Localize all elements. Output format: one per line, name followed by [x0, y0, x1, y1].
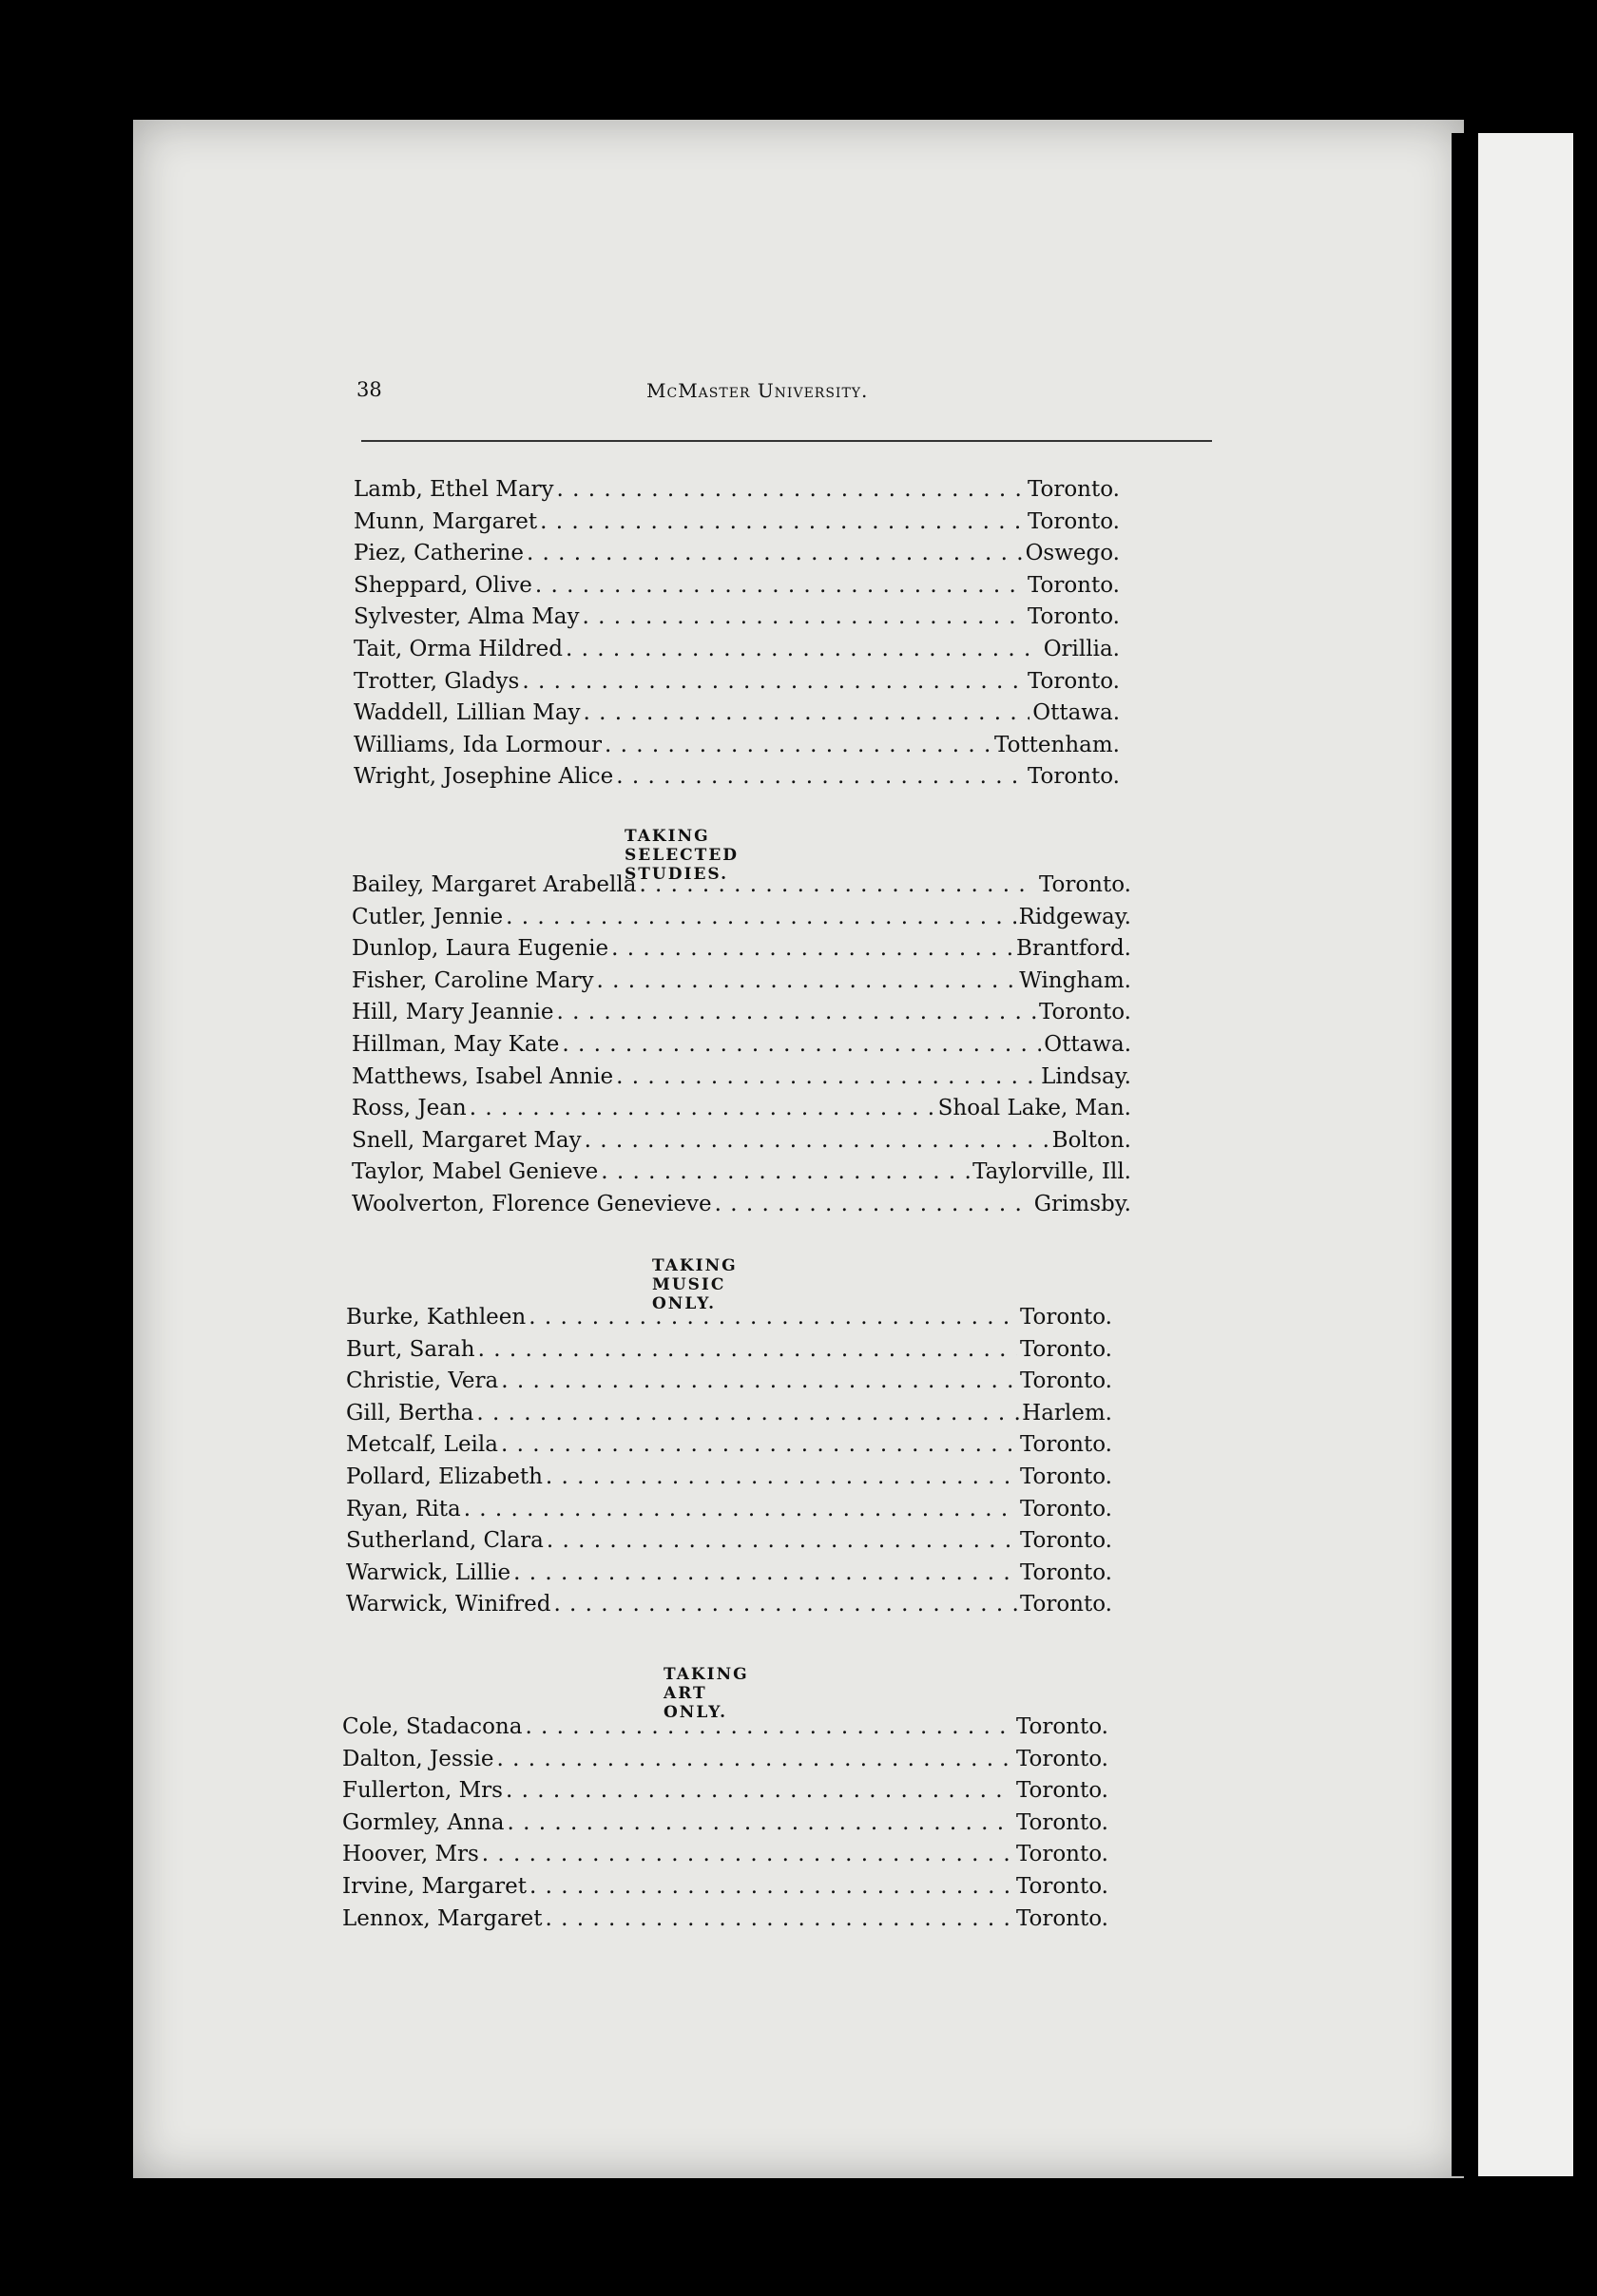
dot-leader [546, 1904, 1013, 1933]
student-hometown: Wingham. [1019, 967, 1131, 993]
page-number: 38 [356, 378, 382, 401]
list-item [342, 1904, 1108, 1933]
dot-leader [496, 1745, 1012, 1773]
student-name: Woolverton, Florence Genevieve [352, 1192, 712, 1216]
list-item [342, 1776, 1108, 1805]
student-name: Cole, Stadacona [342, 1714, 523, 1739]
student-name: Munn, Margaret [354, 508, 538, 534]
student-hometown: Harlem. [1022, 1400, 1112, 1425]
list-item [346, 1495, 1112, 1523]
dot-leader [611, 934, 1013, 963]
header-rule [361, 440, 1212, 442]
student-name: Matthews, Isabel Annie [352, 1063, 614, 1089]
student-hometown: Toronto. [1015, 1778, 1108, 1804]
student-hometown: Toronto. [1027, 572, 1120, 598]
section-heading: TAKING MUSIC ONLY. [652, 1256, 738, 1313]
student-name: Williams, Ida Lormour [354, 732, 603, 757]
dot-leader [583, 603, 1025, 631]
dot-leader [506, 1776, 1013, 1805]
list-item [352, 1030, 1131, 1059]
student-hometown: Toronto. [1015, 1809, 1108, 1835]
dot-leader [522, 667, 1025, 696]
dot-leader [506, 903, 1015, 931]
dot-leader [556, 998, 1035, 1026]
student-hometown: Toronto. [1019, 1336, 1112, 1362]
student-name: Lamb, Ethel Mary [354, 477, 554, 502]
student-hometown: Toronto. [1027, 604, 1120, 630]
list-item [346, 1430, 1112, 1459]
student-hometown: Toronto. [1019, 1592, 1112, 1617]
section-heading: TAKING SELECTED STUDIES. [625, 827, 740, 884]
student-hometown: Orillia. [1043, 637, 1120, 661]
dot-leader [535, 571, 1025, 600]
dot-leader [508, 1808, 1013, 1837]
student-hometown: Toronto. [1038, 872, 1131, 897]
student-name: Dunlop, Laura Eugenie [352, 936, 609, 962]
dot-leader [525, 1712, 1013, 1741]
student-name: Waddell, Lillian May [354, 700, 581, 726]
student-hometown: Ottawa. [1044, 1032, 1131, 1057]
dot-leader [547, 1526, 1017, 1555]
dot-leader [639, 871, 1036, 899]
student-hometown: Toronto. [1019, 1496, 1112, 1521]
list-item [346, 1590, 1112, 1618]
dot-leader [584, 698, 1030, 727]
dot-leader [553, 1590, 1017, 1618]
dot-leader [566, 635, 1041, 663]
student-hometown: Toronto. [1015, 1874, 1108, 1899]
dot-leader [501, 1430, 1017, 1459]
dot-leader [513, 1559, 1017, 1587]
list-item [354, 603, 1120, 631]
list-item [354, 507, 1120, 536]
student-hometown: Toronto. [1019, 1432, 1112, 1458]
dot-leader [616, 1062, 1038, 1091]
student-name: Gill, Bertha [346, 1400, 474, 1425]
student-name: Ryan, Rita [346, 1496, 461, 1521]
list-item [346, 1399, 1112, 1427]
list-item [352, 998, 1131, 1026]
student-name: Snell, Margaret May [352, 1127, 582, 1153]
student-name: Sheppard, Olive [354, 572, 532, 598]
student-name: Taylor, Mabel Genieve [352, 1159, 599, 1185]
dot-leader [601, 1158, 970, 1186]
student-name: Fullerton, Mrs [342, 1778, 503, 1804]
student-name: Gormley, Anna [342, 1809, 505, 1835]
student-hometown: Toronto. [1019, 1368, 1112, 1394]
dot-leader [501, 1367, 1017, 1395]
list-item [354, 731, 1120, 759]
student-name: Hoover, Mrs [342, 1842, 479, 1867]
list-item [342, 1872, 1108, 1901]
dot-leader [540, 507, 1025, 536]
list-item [354, 667, 1120, 696]
dot-leader [557, 475, 1025, 504]
student-name: Christie, Vera [346, 1368, 499, 1394]
student-name: Piez, Catherine [354, 541, 524, 566]
section-heading: TAKING ART ONLY. [664, 1665, 749, 1722]
dot-leader [464, 1495, 1017, 1523]
list-item [346, 1463, 1112, 1491]
list-item [342, 1712, 1108, 1741]
dot-leader [616, 762, 1025, 791]
dot-leader [605, 731, 991, 759]
student-name: Sutherland, Clara [346, 1528, 544, 1554]
list-item [342, 1808, 1108, 1837]
student-hometown: Toronto. [1038, 1000, 1131, 1025]
list-item [346, 1303, 1112, 1331]
student-name: Hillman, May Kate [352, 1032, 560, 1057]
dot-leader [470, 1094, 935, 1122]
dot-leader [585, 1126, 1049, 1155]
student-hometown: Lindsay. [1041, 1063, 1131, 1089]
dot-leader [562, 1030, 1041, 1059]
student-name: Ross, Jean [352, 1096, 467, 1121]
student-name: Cutler, Jennie [352, 904, 504, 929]
dot-leader [529, 1303, 1017, 1331]
student-hometown: Brantford. [1015, 936, 1131, 962]
list-item [346, 1335, 1112, 1364]
list-item [346, 1367, 1112, 1395]
page-gutter [1452, 133, 1478, 2176]
student-hometown: Toronto. [1027, 508, 1120, 534]
dot-leader [527, 539, 1023, 567]
page-header [356, 378, 1212, 407]
running-title: McMaster University. [646, 379, 869, 402]
student-hometown: Tottenham. [994, 732, 1120, 757]
list-item [352, 966, 1131, 995]
list-item [354, 635, 1120, 663]
student-hometown: Toronto. [1019, 1305, 1112, 1330]
dot-leader [529, 1872, 1013, 1901]
student-name: Burke, Kathleen [346, 1305, 527, 1330]
student-name: Tait, Orma Hildred [354, 637, 563, 661]
student-name: Warwick, Lillie [346, 1559, 511, 1585]
list-item [352, 1158, 1131, 1186]
list-item [352, 934, 1131, 963]
student-hometown: Toronto. [1015, 1842, 1108, 1867]
list-item [352, 1190, 1131, 1218]
list-item [354, 698, 1120, 727]
student-name: Lennox, Margaret [342, 1905, 543, 1931]
student-hometown: Toronto. [1027, 477, 1120, 502]
list-item [342, 1745, 1108, 1773]
student-name: Bailey, Margaret Arabella [352, 872, 637, 897]
student-hometown: Oswego. [1025, 541, 1120, 566]
student-hometown: Shoal Lake, Man. [937, 1096, 1131, 1121]
student-name: Irvine, Margaret [342, 1874, 528, 1899]
list-item [354, 762, 1120, 791]
facing-page-edge [1478, 133, 1573, 2176]
student-hometown: Bolton. [1051, 1127, 1131, 1153]
dot-leader [596, 966, 1016, 995]
list-item [354, 539, 1120, 567]
student-name: Pollard, Elizabeth [346, 1464, 543, 1489]
student-name: Wright, Josephine Alice [354, 764, 614, 790]
student-name: Dalton, Jessie [342, 1746, 494, 1771]
student-name: Hill, Mary Jeannie [352, 1000, 554, 1025]
list-item [342, 1840, 1108, 1868]
student-name: Sylvester, Alma May [354, 604, 580, 630]
list-item [354, 475, 1120, 504]
student-hometown: Toronto. [1015, 1905, 1108, 1931]
student-hometown: Toronto. [1019, 1528, 1112, 1554]
student-hometown: Toronto. [1027, 764, 1120, 790]
student-name: Fisher, Caroline Mary [352, 967, 594, 993]
list-item [352, 903, 1131, 931]
student-hometown: Toronto. [1015, 1746, 1108, 1771]
list-item [352, 871, 1131, 899]
student-name: Burt, Sarah [346, 1336, 475, 1362]
student-hometown: Toronto. [1019, 1559, 1112, 1585]
list-item [352, 1094, 1131, 1122]
student-hometown: Ottawa. [1032, 700, 1120, 726]
list-item [354, 571, 1120, 600]
student-name: Trotter, Gladys [354, 668, 520, 694]
student-name: Metcalf, Leila [346, 1432, 498, 1458]
dot-leader [482, 1840, 1013, 1868]
student-hometown: Toronto. [1027, 668, 1120, 694]
list-item [346, 1526, 1112, 1555]
list-item [352, 1126, 1131, 1155]
dot-leader [478, 1335, 1017, 1364]
dot-leader [476, 1399, 1019, 1427]
student-hometown: Toronto. [1015, 1714, 1108, 1739]
list-item [352, 1062, 1131, 1091]
student-hometown: Toronto. [1019, 1464, 1112, 1489]
list-item [346, 1559, 1112, 1587]
student-hometown: Ridgeway. [1018, 904, 1131, 929]
student-hometown: Taylorville, Ill. [972, 1159, 1131, 1185]
dot-leader [715, 1190, 1031, 1218]
student-name: Warwick, Winifred [346, 1592, 551, 1617]
dot-leader [546, 1463, 1017, 1491]
student-hometown: Grimsby. [1033, 1192, 1131, 1216]
